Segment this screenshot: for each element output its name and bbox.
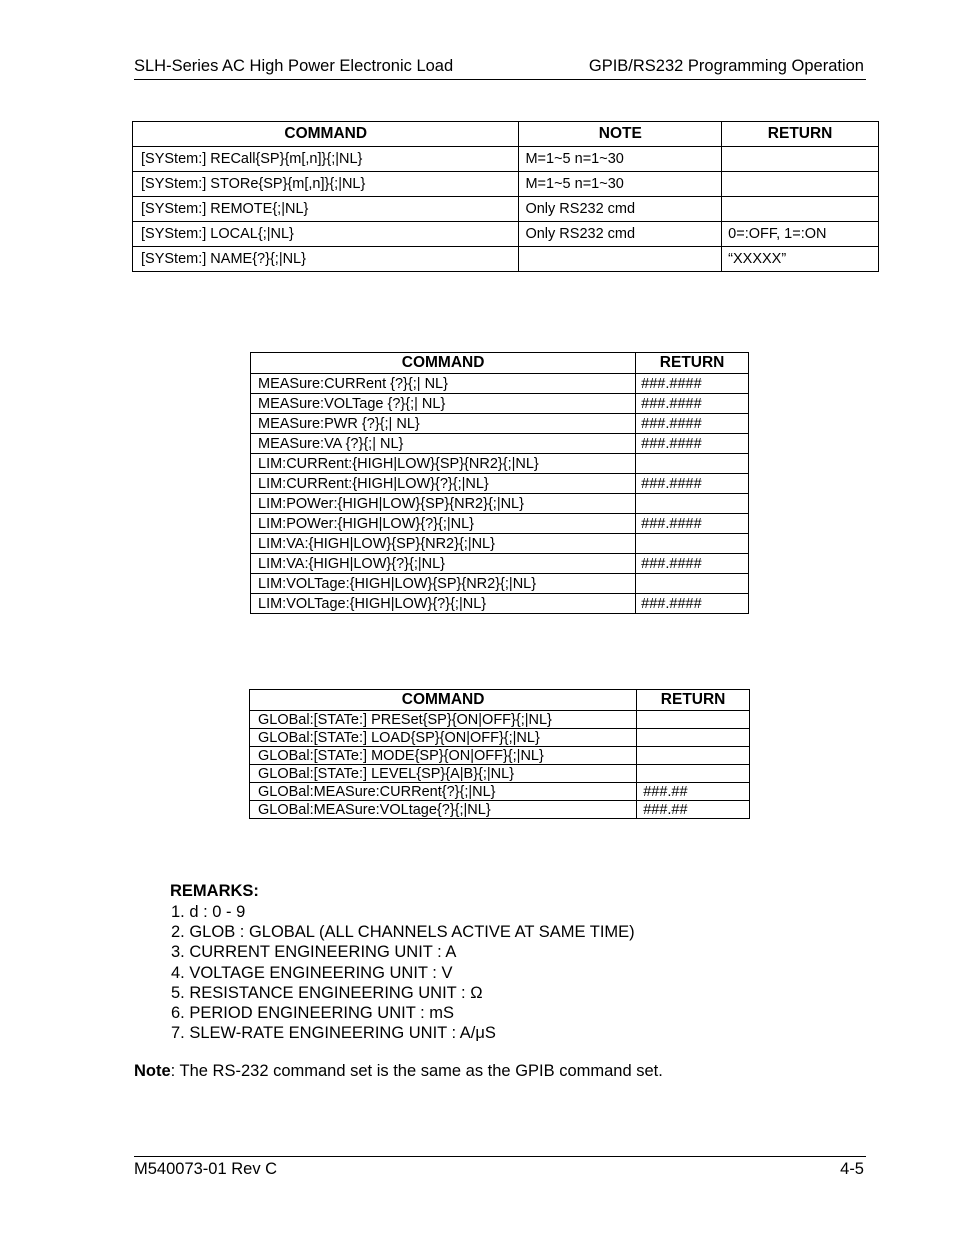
column-header-note: NOTE: [519, 122, 722, 147]
global-command-table: [249, 689, 750, 819]
return-cell: [722, 147, 879, 172]
table-header-row: [133, 122, 879, 147]
table-row: [250, 711, 750, 729]
table-row: [250, 783, 750, 801]
remark-item: 7. SLEW-RATE ENGINEERING UNIT : A/μS: [171, 1024, 496, 1043]
remark-item: 5. RESISTANCE ENGINEERING UNIT : Ω: [171, 983, 483, 1002]
command-cell: [SYStem:] LOCAL{;|NL}: [133, 222, 519, 247]
return-cell: [636, 574, 749, 594]
command-cell: LIM:VA:{HIGH|LOW}{?}{;|NL}: [251, 554, 636, 574]
command-cell: [SYStem:] NAME{?}{;|NL}: [133, 247, 519, 272]
table-row: [250, 765, 750, 783]
column-header-return: RETURN: [637, 690, 750, 711]
table-row: [251, 454, 749, 474]
table-row: [251, 494, 749, 514]
return-cell: ###.####: [636, 514, 749, 534]
return-cell: 0=:OFF, 1=:ON: [722, 222, 879, 247]
command-cell: LIM:VOLTage:{HIGH|LOW}{SP}{NR2}{;|NL}: [251, 574, 636, 594]
table-row: [251, 434, 749, 454]
table-row: [250, 747, 750, 765]
command-cell: GLOBal:[STATe:] LOAD{SP}{ON|OFF}{;|NL}: [250, 729, 637, 747]
table-row: [251, 574, 749, 594]
command-cell: MEASure:PWR {?}{;| NL}: [251, 414, 636, 434]
command-cell: LIM:VOLTage:{HIGH|LOW}{?}{;|NL}: [251, 594, 636, 614]
table-row: [251, 534, 749, 554]
note-cell: Only RS232 cmd: [519, 222, 722, 247]
command-cell: GLOBal:[STATe:] PRESet{SP}{ON|OFF}{;|NL}: [250, 711, 637, 729]
table-row: [251, 374, 749, 394]
command-cell: GLOBal:MEASure:VOLtage{?}{;|NL}: [250, 801, 637, 819]
command-cell: [SYStem:] STORe{SP}{m[,n]}{;|NL}: [133, 172, 519, 197]
command-cell: [SYStem:] REMOTE{;|NL}: [133, 197, 519, 222]
return-cell: [637, 711, 750, 729]
return-cell: [637, 765, 750, 783]
column-header-return: RETURN: [722, 122, 879, 147]
command-cell: [SYStem:] RECall{SP}{m[,n]}{;|NL}: [133, 147, 519, 172]
return-cell: [637, 747, 750, 765]
remark-item: 2. GLOB : GLOBAL (ALL CHANNELS ACTIVE AT SAME TIME): [171, 923, 635, 942]
return-cell: [636, 534, 749, 554]
remark-item: 4. VOLTAGE ENGINEERING UNIT : V: [171, 963, 453, 982]
return-cell: ###.##: [637, 801, 750, 819]
table-row: [250, 801, 750, 819]
page-number: 4-5: [840, 1160, 864, 1178]
document-number: M540073-01 Rev C: [134, 1160, 278, 1178]
table-row: [133, 172, 879, 197]
table-row: [250, 729, 750, 747]
column-header-command: COMMAND: [133, 122, 519, 147]
measure-limit-command-table: [250, 352, 749, 614]
header-title: SLH-Series AC High Power Electronic Load: [134, 57, 454, 75]
command-cell: MEASure:VA {?}{;| NL}: [251, 434, 636, 454]
return-cell: ###.####: [636, 594, 749, 614]
table-row: [133, 147, 879, 172]
return-cell: ###.####: [636, 414, 749, 434]
column-header-return: RETURN: [636, 353, 749, 374]
command-cell: MEASure:CURRent {?}{;| NL}: [251, 374, 636, 394]
command-cell: LIM:VA:{HIGH|LOW}{SP}{NR2}{;|NL}: [251, 534, 636, 554]
return-cell: ###.####: [636, 474, 749, 494]
note-paragraph: [134, 1062, 663, 1081]
table-row: [251, 414, 749, 434]
return-cell: ###.####: [636, 374, 749, 394]
return-cell: ###.##: [637, 783, 750, 801]
remark-item: 3. CURRENT ENGINEERING UNIT : A: [171, 943, 457, 962]
return-cell: [636, 494, 749, 514]
table-row: [133, 197, 879, 222]
remarks-heading: REMARKS:: [170, 882, 259, 900]
command-cell: LIM:POWer:{HIGH|LOW}{?}{;|NL}: [251, 514, 636, 534]
table-row: [251, 514, 749, 534]
command-cell: MEASure:VOLTage {?}{;| NL}: [251, 394, 636, 414]
column-header-command: COMMAND: [250, 690, 637, 711]
return-cell: “XXXXX”: [722, 247, 879, 272]
table-row: [251, 594, 749, 614]
command-cell: LIM:POWer:{HIGH|LOW}{SP}{NR2}{;|NL}: [251, 494, 636, 514]
return-cell: ###.####: [636, 434, 749, 454]
return-cell: [722, 172, 879, 197]
header-section: GPIB/RS232 Programming Operation: [588, 57, 864, 75]
note-cell: [519, 247, 722, 272]
table-row: [251, 554, 749, 574]
return-cell: [637, 729, 750, 747]
page-header: [134, 57, 866, 80]
command-cell: LIM:CURRent:{HIGH|LOW}{SP}{NR2}{;|NL}: [251, 454, 636, 474]
table-header-row: [250, 690, 750, 711]
return-cell: ###.####: [636, 394, 749, 414]
table-row: [133, 222, 879, 247]
table-row: [251, 394, 749, 414]
system-command-table: [132, 121, 879, 272]
note-text: : The RS-232 command set is the same as the GPIB command set.: [170, 1062, 663, 1080]
return-cell: [636, 454, 749, 474]
table-header-row: [251, 353, 749, 374]
column-header-command: COMMAND: [251, 353, 636, 374]
remarks-section: [170, 882, 635, 1043]
remark-item: 1. d : 0 - 9: [171, 903, 246, 921]
return-cell: [722, 197, 879, 222]
note-cell: Only RS232 cmd: [519, 197, 722, 222]
return-cell: ###.####: [636, 554, 749, 574]
command-cell: GLOBal:[STATe:] MODE{SP}{ON|OFF}{;|NL}: [250, 747, 637, 765]
remark-item: 6. PERIOD ENGINEERING UNIT : mS: [171, 1003, 454, 1022]
note-cell: M=1~5 n=1~30: [519, 147, 722, 172]
command-cell: GLOBal:MEASure:CURRent{?}{;|NL}: [250, 783, 637, 801]
command-cell: LIM:CURRent:{HIGH|LOW}{?}{;|NL}: [251, 474, 636, 494]
table-row: [251, 474, 749, 494]
page-footer: [134, 1156, 866, 1178]
note-cell: M=1~5 n=1~30: [519, 172, 722, 197]
command-cell: GLOBal:[STATe:] LEVEL{SP}{A|B}{;|NL}: [250, 765, 637, 783]
table-row: [133, 247, 879, 272]
note-label: Note: [134, 1062, 171, 1080]
